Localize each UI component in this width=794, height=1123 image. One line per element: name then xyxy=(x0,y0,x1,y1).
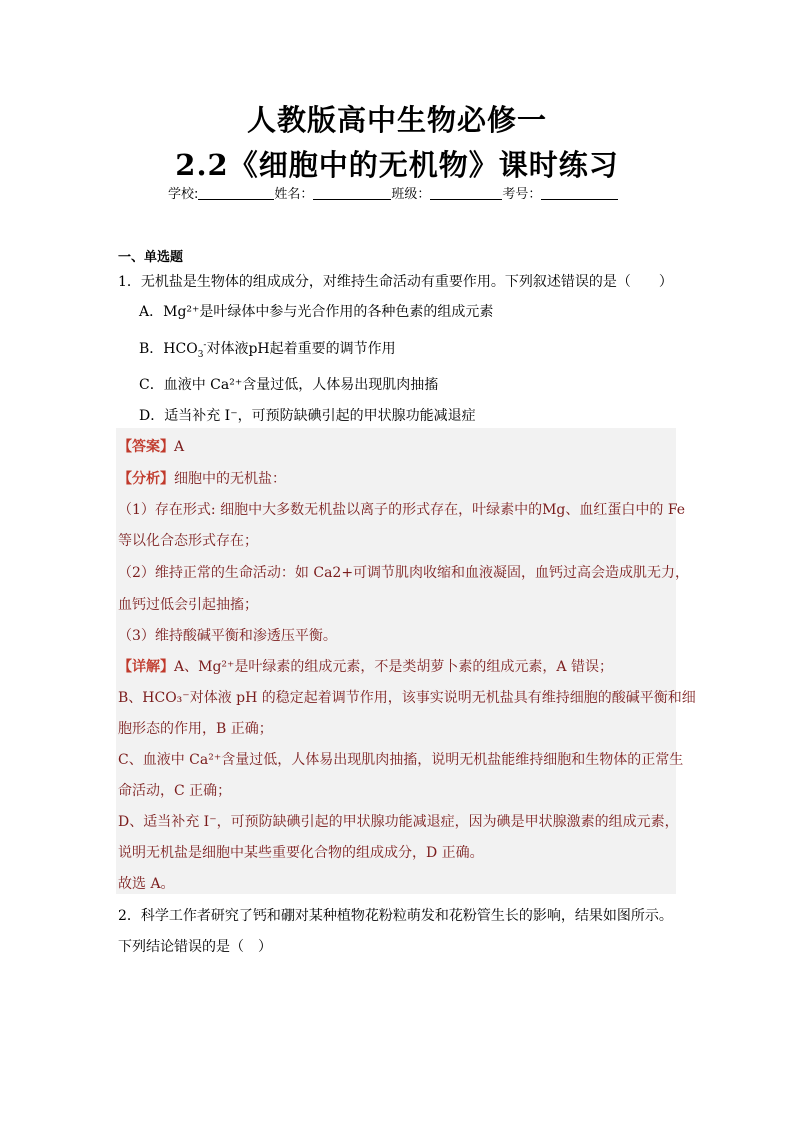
name-label: 姓名： xyxy=(274,187,314,202)
analysis-point-2a: （2）维持正常的生命活动：如 Ca2+可调节肌肉收缩和血液凝固，血钙过高会造成肌无力， xyxy=(118,565,690,581)
answer-line xyxy=(118,436,184,456)
analysis-point-1a: （1）存在形式: 细胞中大多数无机盐以离子的形式存在，叶绿素中的Mg、血红蛋白中的 Fe xyxy=(118,502,686,518)
option-b-subscript: 3 xyxy=(197,349,204,360)
question-1-option-d: D．适当补充 I⁻，可预防缺碘引起的甲状腺功能减退症 xyxy=(139,408,476,424)
analysis-line xyxy=(118,468,286,488)
name-blank[interactable] xyxy=(313,187,391,200)
class-blank[interactable] xyxy=(430,187,502,200)
detail-line-c1: C、血液中 Ca²⁺含量过低，人体易出现肌肉抽搐，说明无机盐能维持细胞和生物体的正常生 xyxy=(118,752,684,768)
detail-line-c2: 命活动，C 正确； xyxy=(118,783,232,799)
analysis-label: 【分析】 xyxy=(118,471,174,487)
analysis-point-1b: 等以化合态形式存在； xyxy=(118,533,258,549)
exam-number-blank[interactable] xyxy=(541,187,618,200)
answer-value: A xyxy=(174,439,185,455)
class-label: 班级： xyxy=(391,187,431,202)
detail-line-b1: B、HCO₃⁻对体液 pH 的稳定起着调节作用，该事实说明无机盐具有维持细胞的酸碱平衡和细 xyxy=(118,690,696,706)
question-2-line-1: 2．科学工作者研究了钙和硼对某种植物花粉粒萌发和花粉管生长的影响，结果如图所示。 xyxy=(118,908,673,924)
detail-line-b2: 胞形态的作用，B 正确； xyxy=(118,721,273,737)
section-heading: 一、单选题 xyxy=(118,250,184,265)
question-2-line-2: 下列结论错误的是（ ） xyxy=(118,939,272,955)
question-1-option-c: C．血液中 Ca²⁺含量过低，人体易出现肌肉抽搐 xyxy=(139,377,439,393)
detail-label: 【详解】 xyxy=(118,659,174,675)
exam-number-label: 考号： xyxy=(502,187,542,202)
question-1-option-b xyxy=(139,338,396,360)
detail-line-d1: D、适当补充 I⁻，可预防缺碘引起的甲状腺功能减退症，因为碘是甲状腺激素的组成元素， xyxy=(118,814,679,830)
document-title: 人教版高中生物必修一 xyxy=(246,103,547,137)
question-1-stem: 1．无机盐是生物体的组成成分，对维持生命活动有重要作用。下列叙述错误的是（ ） xyxy=(118,274,673,290)
analysis-point-2b: 血钙过低会引起抽搐； xyxy=(118,597,258,613)
detail-a: A、Mg²⁺是叶绿素的组成元素，不是类胡萝卜素的组成元素，A 错误； xyxy=(174,659,613,675)
school-label: 学校: xyxy=(168,187,199,202)
analysis-point-3: （3）维持酸碱平衡和渗透压平衡。 xyxy=(118,628,337,644)
question-1-option-a: A．Mg²⁺是叶绿体中参与光合作用的各种色素的组成元素 xyxy=(139,304,494,320)
conclusion-line: 故选 A。 xyxy=(118,876,175,892)
analysis-title: 细胞中的无机盐： xyxy=(174,471,286,487)
option-b-prefix: B．HCO xyxy=(139,341,198,357)
detail-line-d2: 说明无机盐是细胞中某些重要化合物的组成成分，D 正确。 xyxy=(118,845,484,861)
school-blank[interactable] xyxy=(198,187,274,200)
student-info-line xyxy=(168,183,638,202)
option-b-text: 对体液pH起着重要的调节作用 xyxy=(206,341,396,357)
document-subtitle: 2.2《细胞中的无机物》课时练习 xyxy=(175,148,619,182)
detail-line-a xyxy=(118,656,613,676)
answer-label: 【答案】 xyxy=(118,439,174,455)
option-b-superscript: - xyxy=(203,340,207,351)
